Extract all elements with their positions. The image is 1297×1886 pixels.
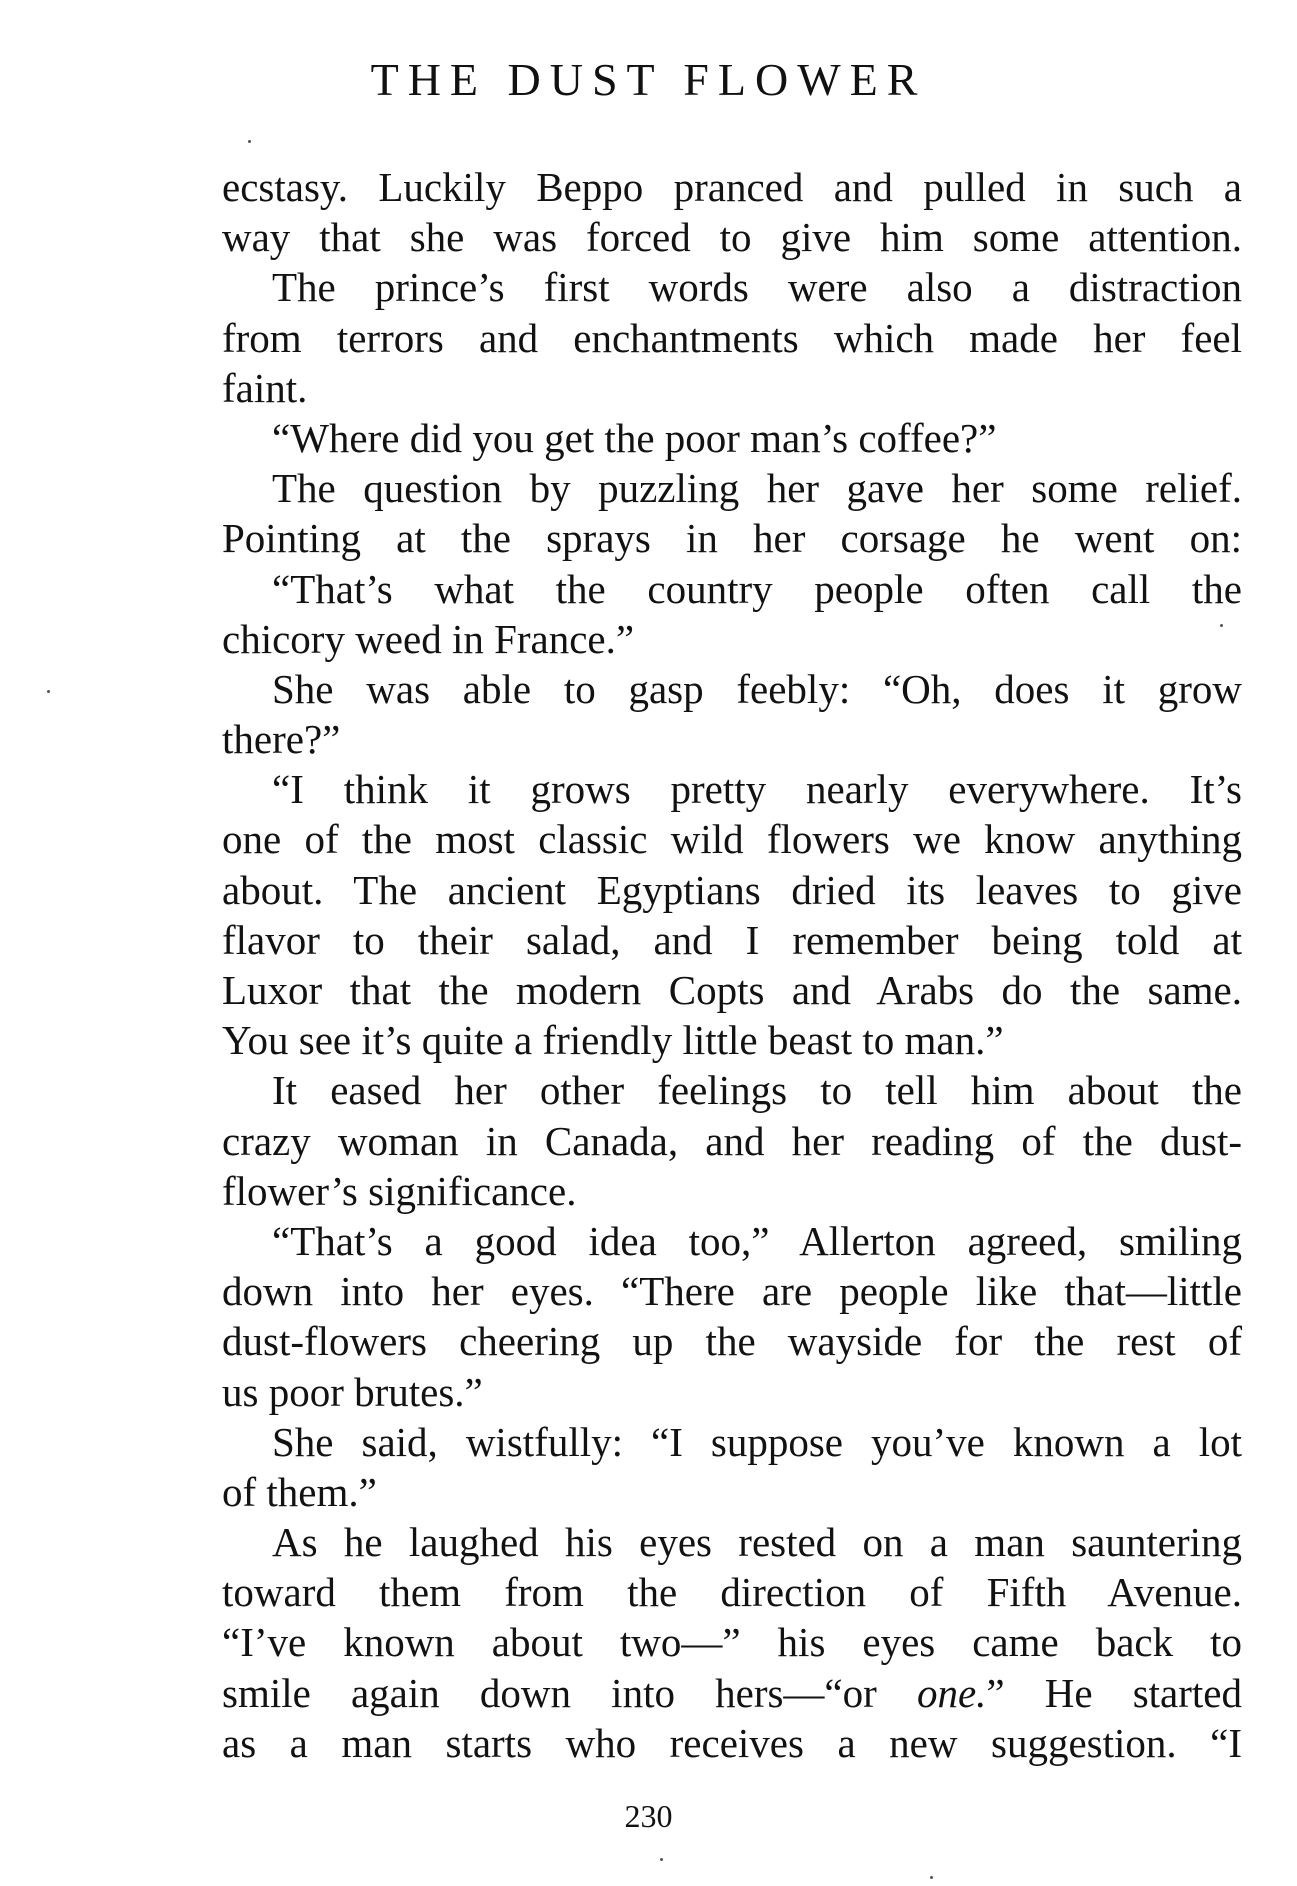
text-line: toward them from the direction of Fifth Avenue. [222, 1569, 1242, 1616]
print-speck [248, 140, 251, 143]
text-line: Pointing at the sprays in her corsage he went on: [222, 515, 1242, 562]
text-line: dust-flowers cheering up the wayside for the rest of [222, 1318, 1242, 1365]
text-line: from terrors and enchantments which made her feel [222, 314, 1242, 361]
text-line: “Where did you get the poor man’s coffee?” [272, 414, 997, 461]
text-line: The question by puzzling her gave her some relief. [272, 465, 1242, 512]
text-run: smile again down into hers—“or [222, 1669, 917, 1716]
text-line: flavor to their salad, and I remember being told at [222, 916, 1242, 963]
text-line: of them.” [222, 1468, 377, 1515]
text-line: “I think it grows pretty nearly everywhere. It’s [272, 766, 1242, 813]
text-line: It eased her other feelings to tell him about the [272, 1067, 1242, 1114]
print-speck [1220, 624, 1223, 627]
text-line: crazy woman in Canada, and her reading of the dust- [222, 1117, 1242, 1164]
text-line: us poor brutes.” [222, 1368, 483, 1415]
text-line: “That’s a good idea too,” Allerton agreed, smiling [272, 1217, 1242, 1264]
text-line: chicory weed in France.” [222, 615, 635, 662]
text-line: one of the most classic wild flowers we know anything [222, 816, 1242, 863]
text-line: You see it’s quite a friendly little beast to man.” [222, 1017, 1004, 1064]
text-line: The prince’s first words were also a distraction [272, 264, 1242, 311]
text-line: ecstasy. Luckily Beppo pranced and pulled in such a [222, 164, 1242, 210]
text-line: flower’s significance. [222, 1167, 577, 1214]
text-run: ” He started [986, 1669, 1242, 1716]
text-line: about. The ancient Egyptians dried its leaves to give [222, 866, 1242, 913]
italic-word: one. [916, 1669, 987, 1716]
text-line: down into her eyes. “There are people like that—little [222, 1268, 1242, 1315]
print-speck [660, 1858, 663, 1861]
text-line: She said, wistfully: “I suppose you’ve known a lot [272, 1418, 1242, 1465]
text-line: there?” [222, 716, 341, 763]
text-line: She was able to gasp feebly: “Oh, does it grow [272, 665, 1242, 712]
text-line: As he laughed his eyes rested on a man sauntering [272, 1519, 1242, 1566]
print-speck [930, 1876, 933, 1879]
text-line: Luxor that the modern Copts and Arabs do the same. [222, 967, 1242, 1013]
body-text [222, 162, 1242, 1768]
running-head: THE DUST FLOWER [370, 54, 927, 105]
page-number: 230 [624, 1798, 673, 1834]
text-line: way that she was forced to give him some attention. [222, 214, 1242, 261]
text-line: as a man starts who receives a new suggestion. “I [222, 1719, 1242, 1766]
text-line [222, 1668, 1242, 1718]
print-speck [47, 690, 50, 693]
text-line: faint. [222, 364, 308, 411]
text-line: “That’s what the country people often call the [272, 565, 1242, 612]
text-line: “I’ve known about two—” his eyes came back to [222, 1619, 1242, 1666]
